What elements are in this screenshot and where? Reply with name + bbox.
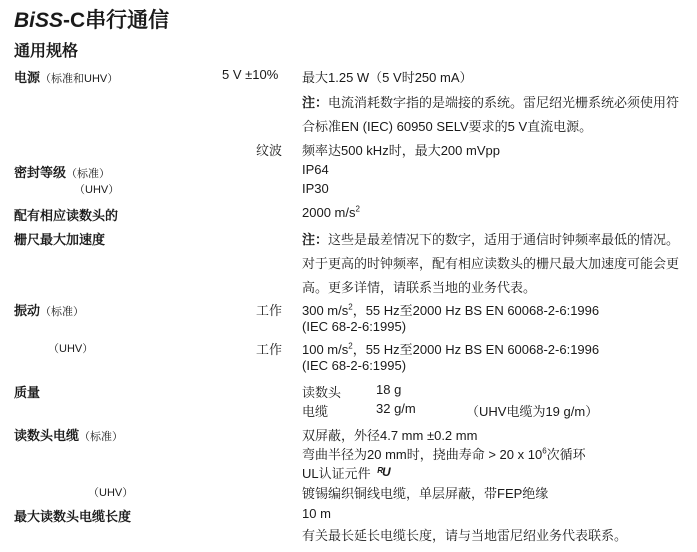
cable-length-label: 最大读数头电缆长度 <box>14 509 132 524</box>
cable-length-value: 10 m <box>302 506 331 521</box>
cable-sub: （标准） <box>79 431 124 443</box>
cable-line3-text: UL认证元件 <box>302 466 371 481</box>
sealing-label <box>14 162 110 181</box>
accel-value-text: 2000 m/s <box>302 205 356 220</box>
sealing-value-std: IP64 <box>302 162 329 177</box>
vibration-uhv-a: 100 m/s <box>302 342 349 357</box>
cable-line1: 双屏蔽，外径4.7 mm ±0.2 mm <box>302 428 478 443</box>
cable-sub-uhv: （UHV） <box>88 487 134 499</box>
mass-label: 质量 <box>14 385 41 400</box>
vibration-mode-uhv: 工作 <box>256 342 283 357</box>
vibration-mode-std: 工作 <box>256 303 283 318</box>
section-title: 通用规格 <box>14 43 79 60</box>
power-sub: （标准和UHV） <box>40 73 119 85</box>
vibration-std-line2: (IEC 68-2-6:1995) <box>302 319 407 334</box>
vibration-std-line1 <box>302 300 599 319</box>
vibration-sub: （标准） <box>40 306 85 318</box>
accel-label-1: 配有相应读数头的 <box>14 208 119 223</box>
sealing-sub-uhv: （UHV） <box>74 184 120 196</box>
mass-cable-note: （UHV电缆为19 g/m） <box>466 404 599 419</box>
accel-note-line3: 高。更多详情，请联系当地的业务代表。 <box>302 280 537 295</box>
vibration-uhv-line2: (IEC 68-2-6:1995) <box>302 358 407 373</box>
vibration-sub-uhv: （UHV） <box>48 343 94 355</box>
cable-uhv-line: 镀锡编织铜线电缆，单层屏蔽，带FEP绝缘 <box>302 486 549 501</box>
vibration-label <box>14 300 84 319</box>
cable-line2-a: 弯曲半径为20 mm时，挠曲寿命 > 20 x 10 <box>302 447 543 462</box>
mass-readhead-value: 18 g <box>376 382 402 397</box>
accel-note-line1 <box>302 229 679 248</box>
cable-length-note: 有关最长延长电缆长度，请与当地雷尼绍业务代表联系。 <box>302 528 628 543</box>
vibration-std-b: ，55 Hz至2000 Hz BS EN 60068-2-6:1996 <box>352 303 600 318</box>
vibration-std-a: 300 m/s <box>302 303 349 318</box>
accel-value-sup: 2 <box>355 204 360 214</box>
title-brand: BiSS <box>14 9 64 32</box>
power-label <box>14 67 118 86</box>
vibration-uhv-b: ，55 Hz至2000 Hz BS EN 60068-2-6:1996 <box>352 342 600 357</box>
page-title <box>14 4 169 34</box>
ul-recognized-icon: ᴿU <box>376 465 390 479</box>
mass-readhead-label: 读数头 <box>302 385 342 400</box>
power-value: 最大1.25 W（5 V时250 mA） <box>302 70 473 85</box>
sealing-label-text: 密封等级 <box>14 165 67 180</box>
vibration-uhv-line1 <box>302 339 599 358</box>
power-note-line1 <box>302 92 679 111</box>
mass-cable-label: 电缆 <box>302 404 329 419</box>
power-note-bold: 注： <box>302 95 329 110</box>
vibration-uhv-sup: 2 <box>348 341 353 351</box>
power-label-text: 电源 <box>14 70 41 85</box>
vibration-std-sup: 2 <box>348 302 353 312</box>
power-note-line2: 合标准EN (IEC) 60950 SELV要求的5 V直流电源。 <box>302 119 593 134</box>
sealing-value-uhv: IP30 <box>302 181 329 196</box>
cable-line2-b: 次循环 <box>546 447 586 462</box>
accel-note-bold: 注： <box>302 232 329 247</box>
ripple-label: 纹波 <box>256 143 283 158</box>
power-spec: 5 V ±10% <box>222 67 279 82</box>
cable-line2-sup: 6 <box>542 446 547 456</box>
accel-note-line2: 对于更高的时钟频率，配有相应读数头的栅尺最大加速度可能会更 <box>302 256 680 271</box>
accel-label-2: 栅尺最大加速度 <box>14 232 106 247</box>
accel-value <box>302 205 360 220</box>
cable-line3 <box>302 463 390 482</box>
mass-cable-value: 32 g/m <box>376 401 416 416</box>
cable-label-text: 读数头电缆 <box>14 428 80 443</box>
vibration-label-text: 振动 <box>14 303 41 318</box>
sealing-sub: （标准） <box>66 168 111 180</box>
cable-label <box>14 425 123 444</box>
ripple-value: 频率达500 kHz时，最大200 mVpp <box>302 143 500 158</box>
cable-line2 <box>302 444 586 463</box>
power-note-text: 电流消耗数字指的是端接的系统。雷尼绍光栅系统必须使用符 <box>328 95 680 110</box>
title-rest: -C串行通信 <box>63 9 170 32</box>
accel-note-text: 这些是最差情况下的数字，适用于通信时钟频率最低的情况。 <box>328 232 680 247</box>
